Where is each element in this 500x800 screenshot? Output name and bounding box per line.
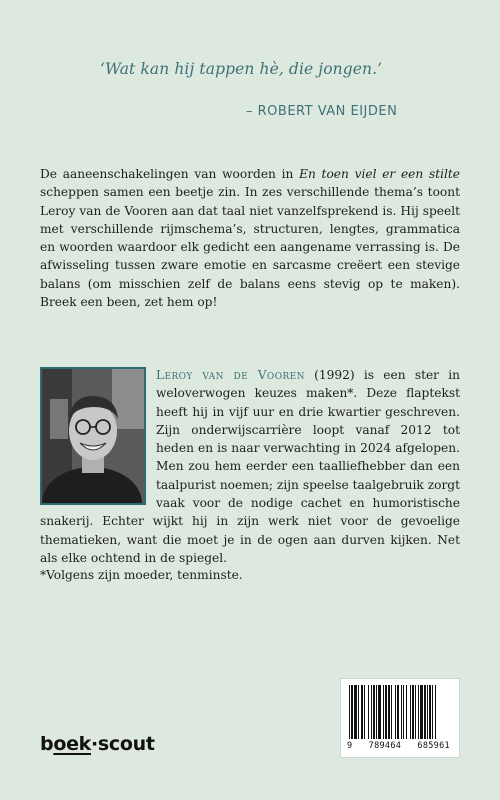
bio-text: (1992) is een ster in weloverwogen keuzes maken*. Deze flaptekst heeft hij in vijf uur en drie kwartier geschreven. Zijn onderwijscarrière loopt vanaf 2012 tot heden en is naar verwachting in 2024 afgelopen. Men zou hem eerder een taalliefhebber dan een taalpurist noemen; zijn speelse taalgebruik zorgt vaak voor de nodige cachet en humoristische snakerij. Echter wijkt hij in zijn werk niet voor de gevoelige thematieken, want die moet je in de ogen aan durven kijken. Net als elke ochtend in de spiegel.: [40, 368, 460, 565]
barcode-icon: [349, 685, 453, 739]
quote-text: ‘Wat kan hij tappen hè, die jongen.’: [100, 60, 383, 78]
book-title: En toen viel er een stilte: [299, 167, 460, 181]
publisher-logo-scout: ·scout: [91, 733, 155, 755]
barcode-digits: 9 789464 685961: [347, 741, 450, 751]
isbn-barcode: [340, 678, 460, 758]
publisher-logo-oek: oek: [53, 733, 91, 755]
author-photo: [40, 367, 146, 505]
publisher-logo: [40, 733, 155, 755]
quote-attribution: – ROBERT VAN EIJDEN: [246, 104, 398, 119]
footnote: *Volgens zijn moeder, tenminste.: [40, 568, 243, 582]
blurb-intro: De aaneenschakelingen van woorden in: [40, 167, 300, 181]
author-bio: [40, 366, 460, 567]
blurb-body: scheppen samen een beetje zin. In zes verschillende thema’s toont Leroy van de Vooren aan dat taal niet vanzelfsprekend is. Hij speelt met verschillende rijmschema’s, structuren, lengtes, grammatica en woorden waardoor elk gedicht een aangename verrassing is. De afwisseling tussen zware emotie en sarcasme creëert een stevige balans (om misschien zelf de balans eens stevig op te maken). Breek een been, zet hem op!: [40, 185, 460, 310]
blurb-paragraph: [40, 165, 460, 311]
publisher-logo-b: b: [40, 733, 54, 755]
author-name: Leroy van de Vooren: [156, 368, 305, 382]
author-portrait-image: [42, 369, 144, 503]
